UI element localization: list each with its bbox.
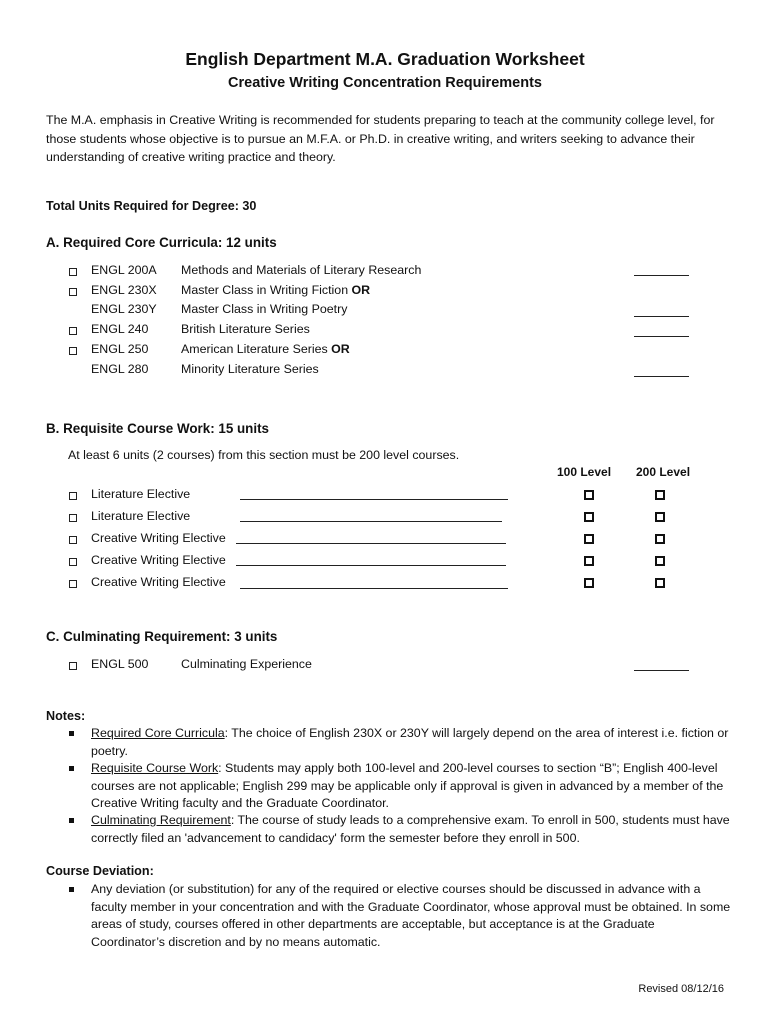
deviation-text: Any deviation (or substitution) for any of the required or elective courses should be discussed in advance with a faculty member in your concentration and with the Graduate Coordinator, whose approval must be obtained. In some areas of study, courses offered in other departments are acceptable, but acceptance is at the Graduate Coordinator’s discretion and by no means automatic. [91,882,731,949]
checkbox-elective[interactable] [69,536,77,544]
grade-blank[interactable] [634,316,689,317]
checkbox-engl-240[interactable] [69,327,77,335]
level-100-checkbox[interactable] [584,490,594,500]
course-title: Methods and Materials of Literary Research [181,263,422,277]
bullet-icon [69,731,74,736]
course-code: ENGL 230X [91,283,157,297]
note-item: Requisite Course Work: Students may apply both 100-level and 200-level courses to section “B”; English 400-level courses are not applicable; English 299 may be applicable only if approval is given in advanced by a member of the Creative Writing faculty and the Graduate Coordinator. [91,761,724,811]
level-100-checkbox[interactable] [584,556,594,566]
level-100-checkbox[interactable] [584,578,594,588]
page-title: English Department M.A. Graduation Worksheet [185,49,585,69]
level-200-checkbox[interactable] [655,556,665,566]
grade-blank[interactable] [634,275,689,276]
col-header-100-level: 100 Level [557,465,612,479]
course-title: Master Class in Writing Fiction OR [181,283,371,297]
elective-label: Creative Writing Elective [91,553,226,567]
col-header-200-level: 200 Level [636,465,691,479]
checkbox-elective[interactable] [69,580,77,588]
elective-label: Literature Elective [91,509,191,523]
checkbox-engl-250[interactable] [69,347,77,355]
level-200-checkbox[interactable] [655,512,665,522]
bullet-icon [69,887,74,892]
level-200-checkbox[interactable] [655,534,665,544]
intro-paragraph: The M.A. emphasis in Creative Writing is recommended for students preparing to teach at the community college level, for those students whose objective is to pursue an M.F.A. or Ph.D. in creative writing, and writers seeking to advance their understanding of creative writing practice and theory. [46,113,715,164]
checkbox-elective[interactable] [69,514,77,522]
elective-course-line[interactable] [240,499,508,500]
bullet-icon [69,818,74,823]
grade-blank[interactable] [634,376,689,377]
deviation-heading: Course Deviation: [46,864,154,878]
course-code: ENGL 230Y [91,302,157,316]
level-200-checkbox[interactable] [655,578,665,588]
or-connector: OR [331,342,350,356]
total-units: Total Units Required for Degree: 30 [46,199,257,213]
elective-course-line[interactable] [240,521,502,522]
checkbox-elective[interactable] [69,492,77,500]
checkbox-engl-200a[interactable] [69,268,77,276]
elective-label: Creative Writing Elective [91,575,226,589]
course-code: ENGL 500 [91,657,149,671]
bullet-icon [69,766,74,771]
course-code: ENGL 280 [91,362,149,376]
section-c-heading: C. Culminating Requirement: 3 units [46,629,278,644]
course-title: Culminating Experience [181,657,312,671]
elective-label: Literature Elective [91,487,191,501]
course-title: British Literature Series [181,322,310,336]
section-b-note: At least 6 units (2 courses) from this section must be 200 level courses. [68,448,460,462]
elective-course-line[interactable] [236,565,506,566]
course-title: Minority Literature Series [181,362,319,376]
page-subtitle: Creative Writing Concentration Requirements [228,75,542,91]
course-title: American Literature Series OR [181,342,350,356]
note-item: Culminating Requirement: The course of study leads to a comprehensive exam. To enroll in 500, students must have correctly filed an 'advancement to candidacy' form the semester before they enroll in 500. [91,813,730,845]
level-100-checkbox[interactable] [584,512,594,522]
elective-label: Creative Writing Elective [91,531,226,545]
notes-heading: Notes: [46,709,86,723]
section-a-heading: A. Required Core Curricula: 12 units [46,235,277,250]
checkbox-engl-230x[interactable] [69,288,77,296]
elective-course-line[interactable] [240,588,508,589]
checkbox-elective[interactable] [69,558,77,566]
section-b-heading: B. Requisite Course Work: 15 units [46,421,269,436]
level-100-checkbox[interactable] [584,534,594,544]
note-item: Required Core Curricula: The choice of English 230X or 230Y will largely depend on the area of interest i.e. fiction or poetry. [91,726,729,758]
grade-blank[interactable] [634,336,689,337]
course-code: ENGL 250 [91,342,149,356]
level-200-checkbox[interactable] [655,490,665,500]
course-title: Master Class in Writing Poetry [181,302,348,316]
checkbox-engl-500[interactable] [69,662,77,670]
course-code: ENGL 240 [91,322,149,336]
revised-date: Revised 08/12/16 [638,983,724,995]
grade-blank[interactable] [634,670,689,671]
or-connector: OR [351,283,371,297]
course-code: ENGL 200A [91,263,157,277]
elective-course-line[interactable] [236,543,506,544]
